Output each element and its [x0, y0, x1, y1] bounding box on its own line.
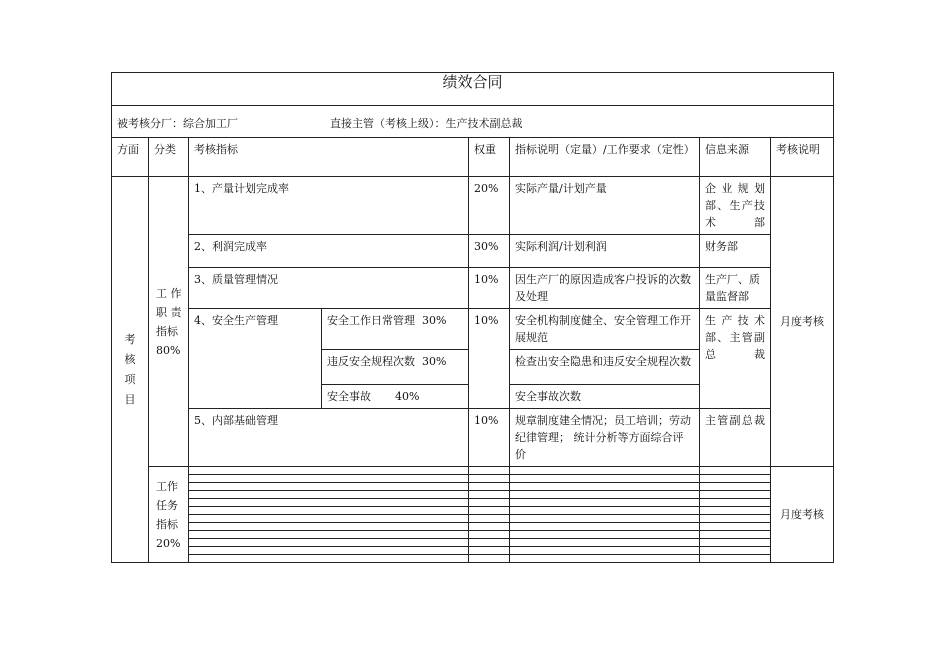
empty-cell — [469, 547, 510, 555]
aspect-char: 目 — [124, 392, 136, 406]
aspect-char: 核 — [124, 352, 136, 366]
sub-indicator-name: 安全事故 — [327, 390, 371, 403]
empty-cell — [700, 555, 771, 563]
description-cell: 实际利润/计划利润 — [510, 235, 700, 268]
empty-cell — [510, 475, 700, 483]
table-row — [112, 177, 834, 235]
header-weight: 权重 — [469, 138, 510, 177]
weight-cell: 30% — [469, 235, 510, 268]
header-source: 信息来源 — [700, 138, 771, 177]
aspect-char: 考 — [124, 332, 136, 346]
empty-cell — [700, 539, 771, 547]
empty-cell — [189, 475, 469, 483]
table-row — [112, 547, 834, 555]
empty-cell — [189, 491, 469, 499]
empty-cell — [469, 483, 510, 491]
empty-cell — [700, 491, 771, 499]
header-category: 分类 — [149, 138, 189, 177]
empty-cell — [469, 555, 510, 563]
header-row — [112, 138, 834, 177]
table-row — [112, 409, 834, 467]
header-indicator: 考核指标 — [189, 138, 469, 177]
table-row — [112, 491, 834, 499]
empty-cell — [700, 531, 771, 539]
source-cell: 财务部 — [700, 235, 771, 268]
category-line: 80% — [156, 343, 181, 357]
source-cell: 主管副总裁 — [700, 409, 771, 467]
table-row — [112, 475, 834, 483]
source-cell: 生产厂、质量监督部 — [700, 268, 771, 309]
table-row — [112, 309, 834, 350]
empty-cell — [469, 515, 510, 523]
empty-cell — [510, 547, 700, 555]
description-cell: 检查出安全隐患和违反安全规程次数 — [510, 350, 700, 385]
indicator-cell: 1、产量计划完成率 — [189, 177, 469, 235]
header-aspect: 方面 — [112, 138, 149, 177]
header-note: 考核说明 — [771, 138, 834, 177]
empty-cell — [469, 507, 510, 515]
indicator-cell: 4、安全生产管理 — [189, 309, 322, 409]
table-row — [112, 515, 834, 523]
empty-cell — [189, 483, 469, 491]
empty-cell — [469, 531, 510, 539]
sub-indicator-cell — [322, 309, 469, 350]
sub-indicator-pct: 40% — [395, 390, 420, 403]
indicator-cell: 5、内部基础管理 — [189, 409, 469, 467]
category-line: 指标 — [156, 517, 178, 531]
empty-cell — [700, 475, 771, 483]
table-row — [112, 531, 834, 539]
indicator-cell: 2、利润完成率 — [189, 235, 469, 268]
empty-cell — [510, 523, 700, 531]
empty-cell — [189, 523, 469, 531]
empty-cell — [700, 499, 771, 507]
sub-indicator-pct: 30% — [422, 314, 447, 327]
note-cell: 月度考核 — [771, 467, 834, 563]
table-row — [112, 483, 834, 491]
empty-cell — [189, 539, 469, 547]
category-line: 职 责 — [156, 305, 182, 319]
table-row — [112, 507, 834, 515]
weight-cell: 10% — [469, 268, 510, 309]
table-row — [112, 235, 834, 268]
empty-cell — [510, 507, 700, 515]
note-cell: 月度考核 — [771, 177, 834, 467]
weight-cell: 10% — [469, 309, 510, 409]
sub-indicator-name: 安全工作日常管理 — [327, 314, 415, 327]
supervisor-label: 直接主管（考核上级）：生产技术副总裁 — [330, 116, 523, 130]
weight-cell: 20% — [469, 177, 510, 235]
empty-cell — [469, 475, 510, 483]
info-row — [112, 106, 834, 138]
sub-indicator-cell — [322, 385, 469, 409]
empty-cell — [189, 467, 469, 475]
empty-cell — [510, 491, 700, 499]
table-row — [112, 555, 834, 563]
description-cell: 安全事故次数 — [510, 385, 700, 409]
empty-cell — [510, 555, 700, 563]
sub-indicator-pct: 30% — [422, 355, 447, 368]
empty-cell — [510, 515, 700, 523]
performance-contract-sheet — [111, 72, 834, 563]
category-line: 20% — [156, 536, 181, 550]
category-line: 工作 — [156, 479, 178, 493]
assessed-unit-label: 被考核分厂：综合加工厂 — [117, 116, 238, 130]
empty-cell — [510, 539, 700, 547]
empty-cell — [189, 507, 469, 515]
empty-cell — [510, 467, 700, 475]
empty-cell — [510, 531, 700, 539]
empty-cell — [469, 539, 510, 547]
empty-cell — [700, 547, 771, 555]
empty-cell — [469, 523, 510, 531]
contract-table — [111, 72, 834, 563]
empty-cell — [469, 491, 510, 499]
sub-indicator-cell — [322, 350, 469, 385]
empty-cell — [189, 555, 469, 563]
category-line: 指标 — [156, 324, 178, 338]
category-line: 任务 — [156, 498, 178, 512]
description-cell: 因生产厂的原因造成客户投诉的次数及处理 — [510, 268, 700, 309]
table-row — [112, 268, 834, 309]
table-row — [112, 499, 834, 507]
empty-cell — [189, 531, 469, 539]
source-cell: 企业规划部、生产技术部 — [700, 177, 771, 235]
sub-indicator-name: 违反安全规程次数 — [327, 355, 415, 368]
category-task-cell — [149, 467, 189, 563]
indicator-cell: 3、质量管理情况 — [189, 268, 469, 309]
empty-cell — [700, 507, 771, 515]
aspect-char: 项 — [124, 372, 136, 386]
empty-cell — [469, 467, 510, 475]
page-title: 绩效合同 — [112, 73, 834, 106]
description-cell: 实际产量/计划产量 — [510, 177, 700, 235]
empty-cell — [700, 515, 771, 523]
category-duty-cell — [149, 177, 189, 467]
description-cell: 规章制度建全情况；员工培训；劳动纪律管理； 统计分析等方面综合评价 — [510, 409, 700, 467]
empty-cell — [469, 499, 510, 507]
empty-cell — [189, 499, 469, 507]
empty-cell — [189, 547, 469, 555]
source-cell: 生产技术部、主管副总裁 — [700, 309, 771, 409]
empty-cell — [189, 515, 469, 523]
empty-cell — [700, 467, 771, 475]
header-description: 指标说明（定量）/工作要求（定性） — [510, 138, 700, 177]
table-row — [112, 523, 834, 531]
table-row — [112, 539, 834, 547]
empty-cell — [510, 499, 700, 507]
aspect-cell — [112, 177, 149, 563]
category-line: 工 作 — [156, 286, 182, 300]
description-cell: 安全机构制度健全、安全管理工作开展规范 — [510, 309, 700, 350]
empty-cell — [700, 483, 771, 491]
empty-cell — [700, 523, 771, 531]
weight-cell: 10% — [469, 409, 510, 467]
empty-cell — [510, 483, 700, 491]
table-row — [112, 467, 834, 475]
